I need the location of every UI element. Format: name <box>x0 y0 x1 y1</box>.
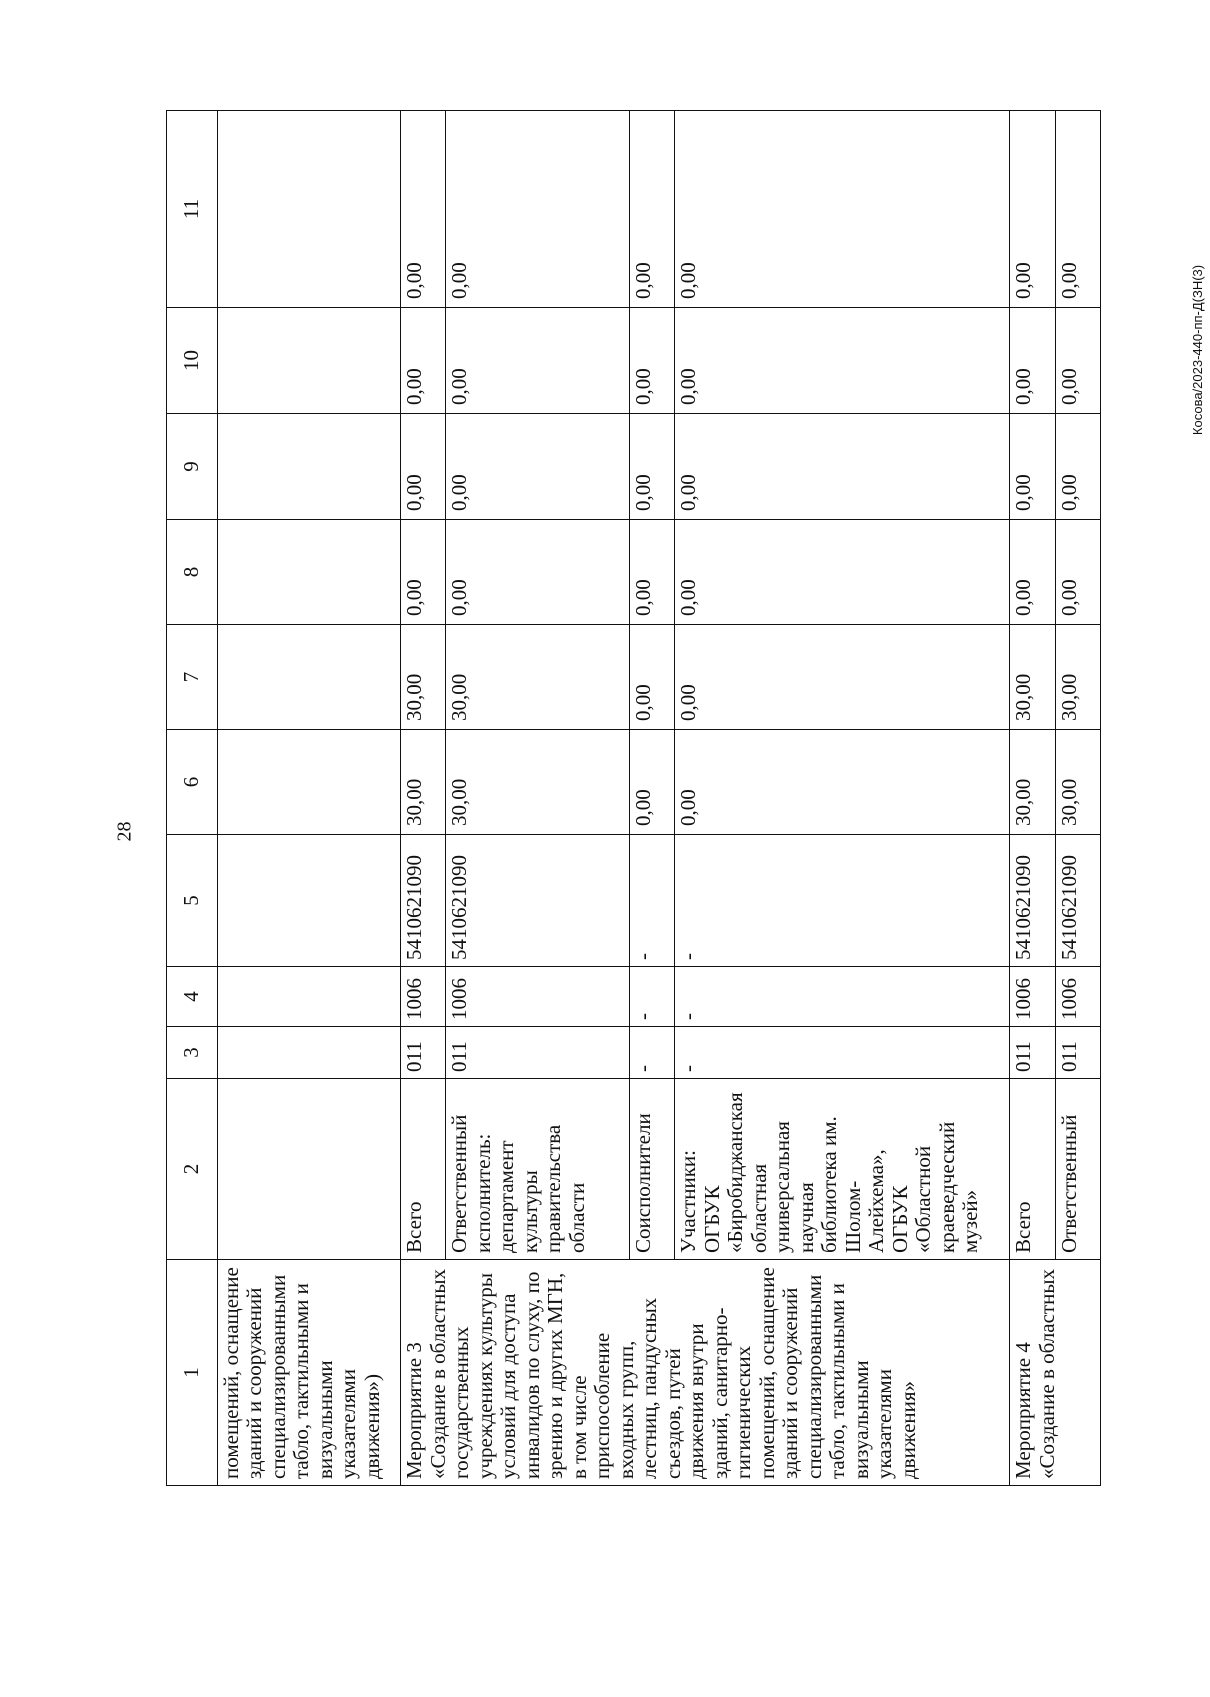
code-cell: - <box>629 835 674 967</box>
value-cell: 0,00 <box>446 308 629 414</box>
value-cell: 0,00 <box>629 520 674 625</box>
header-cell: 2 <box>167 1079 218 1260</box>
value-cell: 0,00 <box>675 308 1010 414</box>
table-cell <box>217 835 400 967</box>
value-cell: 0,00 <box>401 308 446 414</box>
header-cell: 11 <box>167 111 218 308</box>
table-row <box>1010 111 1055 1486</box>
value-cell: 0,00 <box>1010 520 1055 625</box>
table-row <box>217 111 400 1486</box>
code-cell: 011 <box>446 1027 629 1079</box>
header-cell: 9 <box>167 414 218 520</box>
value-cell: 0,00 <box>675 414 1010 520</box>
header-cell: 7 <box>167 625 218 730</box>
table-cell <box>217 625 400 730</box>
budget-table <box>166 110 1101 1486</box>
value-cell: 30,00 <box>446 730 629 835</box>
value-cell: 0,00 <box>1010 414 1055 520</box>
table-cell <box>217 967 400 1027</box>
value-cell: 30,00 <box>446 625 629 730</box>
measure-description-cell: помещений, оснащение зданий и сооружений специализированными табло, тактильными и визуальными указателями движения») <box>217 1260 400 1486</box>
value-cell: 0,00 <box>675 111 1010 308</box>
value-cell: 0,00 <box>401 111 446 308</box>
value-cell: 0,00 <box>675 625 1010 730</box>
measure-description-cell: Мероприятие 4 «Создание в областных <box>1010 1260 1101 1486</box>
role-cell: Ответственный исполнитель: департамент культуры правительства области <box>446 1079 629 1260</box>
header-cell: 8 <box>167 520 218 625</box>
value-cell: 0,00 <box>675 520 1010 625</box>
role-cell: Всего <box>401 1079 446 1260</box>
code-cell: - <box>675 967 1010 1027</box>
code-cell: 5410621090 <box>401 835 446 967</box>
table-cell <box>217 520 400 625</box>
header-cell: 4 <box>167 967 218 1027</box>
code-cell: 011 <box>401 1027 446 1079</box>
code-cell: 5410621090 <box>446 835 629 967</box>
value-cell: 30,00 <box>1010 625 1055 730</box>
value-cell: 30,00 <box>401 625 446 730</box>
value-cell: 30,00 <box>1055 730 1100 835</box>
table-cell <box>217 111 400 308</box>
header-cell: 5 <box>167 835 218 967</box>
role-cell: Ответственный <box>1055 1079 1100 1260</box>
value-cell: 0,00 <box>1055 111 1100 308</box>
value-cell: 0,00 <box>1010 111 1055 308</box>
value-cell: 0,00 <box>629 308 674 414</box>
value-cell: 0,00 <box>401 520 446 625</box>
value-cell: 0,00 <box>675 730 1010 835</box>
code-cell: - <box>629 1027 674 1079</box>
value-cell: 0,00 <box>1055 520 1100 625</box>
value-cell: 30,00 <box>1055 625 1100 730</box>
value-cell: 0,00 <box>1010 308 1055 414</box>
code-cell: 1006 <box>401 967 446 1027</box>
role-cell: Участники: ОГБУК «Биробиджанская областная универсальная научная библиотека им. Шолом-Алейхема», ОГБУК «Областной краеведческий музей» <box>675 1079 1010 1260</box>
header-row <box>167 111 218 1486</box>
table-cell <box>217 1079 400 1260</box>
code-cell: 1006 <box>1010 967 1055 1027</box>
table-cell <box>217 308 400 414</box>
budget-table-container <box>166 111 1101 1486</box>
page-number: 28 <box>113 821 136 842</box>
code-cell: 011 <box>1055 1027 1100 1079</box>
value-cell: 0,00 <box>446 414 629 520</box>
value-cell: 0,00 <box>629 414 674 520</box>
value-cell: 30,00 <box>1010 730 1055 835</box>
header-cell: 10 <box>167 308 218 414</box>
table-row <box>401 111 446 1486</box>
table-cell <box>217 730 400 835</box>
code-cell: 1006 <box>446 967 629 1027</box>
value-cell: 0,00 <box>446 520 629 625</box>
role-cell: Соисполнители <box>629 1079 674 1260</box>
table-cell <box>217 1027 400 1079</box>
header-cell: 3 <box>167 1027 218 1079</box>
code-cell: - <box>675 835 1010 967</box>
header-cell: 1 <box>167 1260 218 1486</box>
table-cell <box>217 414 400 520</box>
document-code: Косова/2023-440-пп-Д(ЗН(3) <box>1190 264 1205 436</box>
value-cell: 0,00 <box>401 414 446 520</box>
code-cell: - <box>629 967 674 1027</box>
code-cell: 5410621090 <box>1010 835 1055 967</box>
value-cell: 0,00 <box>1055 308 1100 414</box>
value-cell: 0,00 <box>1055 414 1100 520</box>
value-cell: 0,00 <box>629 730 674 835</box>
code-cell: 5410621090 <box>1055 835 1100 967</box>
value-cell: 0,00 <box>629 111 674 308</box>
code-cell: 011 <box>1010 1027 1055 1079</box>
measure-description-cell: Мероприятие 3 «Создание в областных государственных учреждениях культуры условий для доступа инвалидов по слуху, по зрению и других МГН, в том числе приспособление входных групп, лестниц, пандусных съездов, путей движения внутри зданий, санитарно-гигиенических помещений, оснащение зданий и сооружений специализированными табло, тактильными и визуальными указателями движения» <box>401 1260 1010 1486</box>
value-cell: 0,00 <box>629 625 674 730</box>
role-cell: Всего <box>1010 1079 1055 1260</box>
code-cell: 1006 <box>1055 967 1100 1027</box>
value-cell: 30,00 <box>401 730 446 835</box>
value-cell: 0,00 <box>446 111 629 308</box>
header-cell: 6 <box>167 730 218 835</box>
code-cell: - <box>675 1027 1010 1079</box>
